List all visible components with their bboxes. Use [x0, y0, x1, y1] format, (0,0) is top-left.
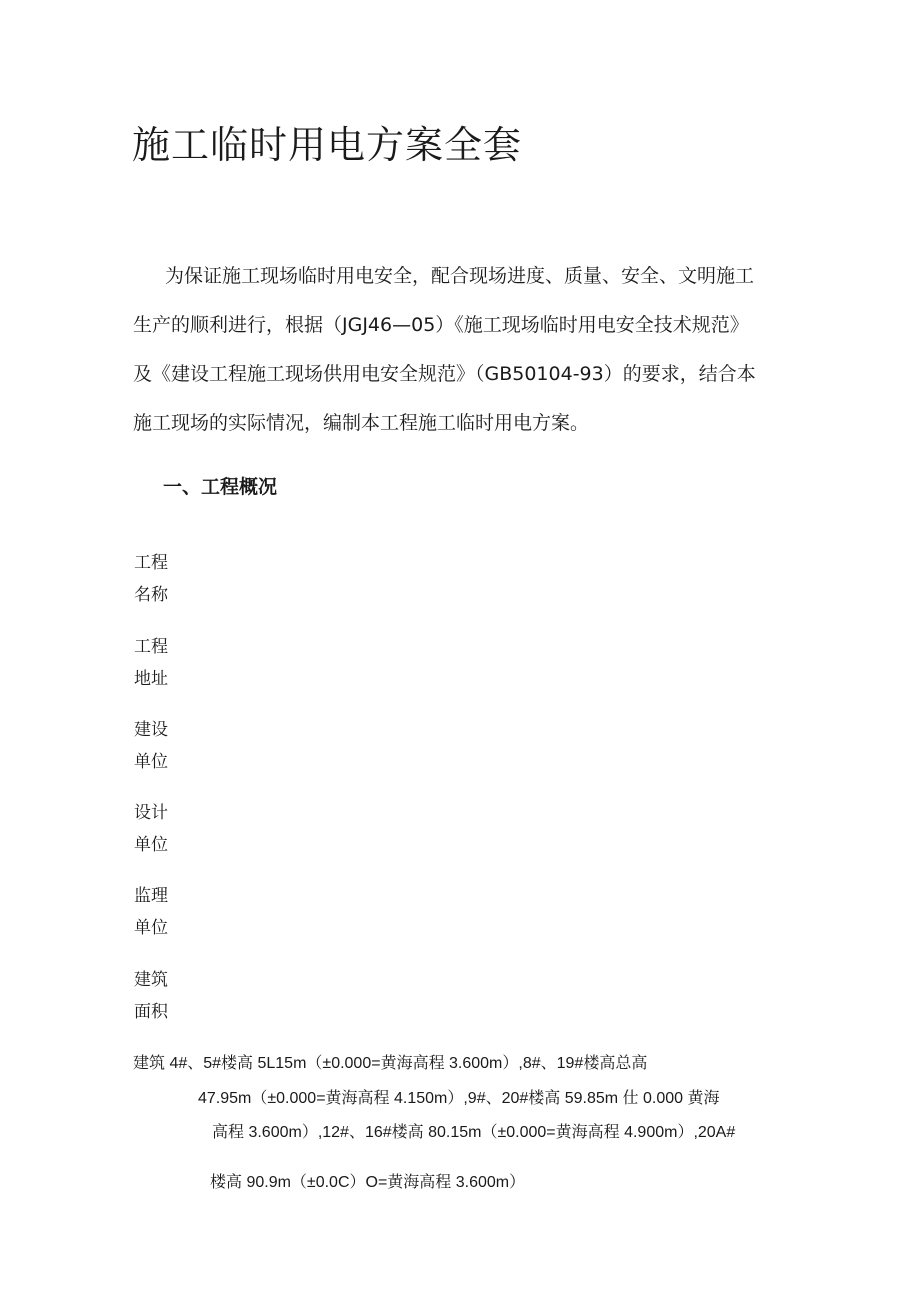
field-project-name-label	[134, 547, 168, 611]
field-label-line: 单位	[134, 918, 168, 938]
field-label-line: 单位	[134, 835, 168, 855]
document-title: 施工临时用电方案全套	[132, 123, 523, 167]
field-building-area-label	[134, 964, 168, 1028]
field-label-line: 工程	[134, 553, 168, 573]
building-height-line: 楼高 90.9m（±0.0C）O=黄海高程 3.600m）	[210, 1174, 526, 1191]
field-label-line: 监理	[134, 886, 168, 906]
field-label-line: 地址	[134, 669, 168, 689]
field-label-line: 建设	[134, 720, 168, 740]
field-label-line: 设计	[134, 803, 168, 823]
field-label-line: 建筑	[134, 970, 168, 990]
section-heading: 一、工程概况	[163, 476, 278, 498]
building-height-line: 建筑 4#、5#楼高 5L15m（±0.000=黄海高程 3.600m）,8#、19#楼高总高	[133, 1055, 648, 1072]
field-design-unit-label	[134, 797, 168, 861]
field-project-address-label	[134, 631, 168, 695]
intro-line: 及《建设工程施工现场供用电安全规范》（GB50104-93）的要求，结合本	[133, 363, 756, 385]
building-height-line: 47.95m（±0.000=黄海高程 4.150m）,9#、20#楼高 59.85m 仕 0.000 黄海	[198, 1090, 720, 1107]
intro-line: 施工现场的实际情况，编制本工程施工临时用电方案。	[133, 412, 590, 434]
field-supervision-unit-label	[134, 880, 168, 944]
field-construction-unit-label	[134, 714, 168, 778]
field-label-line: 面积	[134, 1002, 168, 1022]
intro-line: 生产的顺利进行，根据（JGJ46—05）《施工现场临时用电安全技术规范》	[133, 314, 749, 336]
field-label-line: 工程	[134, 637, 168, 657]
intro-line: 为保证施工现场临时用电安全，配合现场进度、质量、安全、文明施工	[165, 265, 755, 287]
intro-paragraph	[133, 252, 813, 448]
building-height-line: 高程 3.600m）,12#、16#楼高 80.15m（±0.000=黄海高程 4.900m）,20A#	[212, 1124, 736, 1141]
field-label-line: 名称	[134, 585, 168, 605]
field-label-line: 单位	[134, 752, 168, 772]
